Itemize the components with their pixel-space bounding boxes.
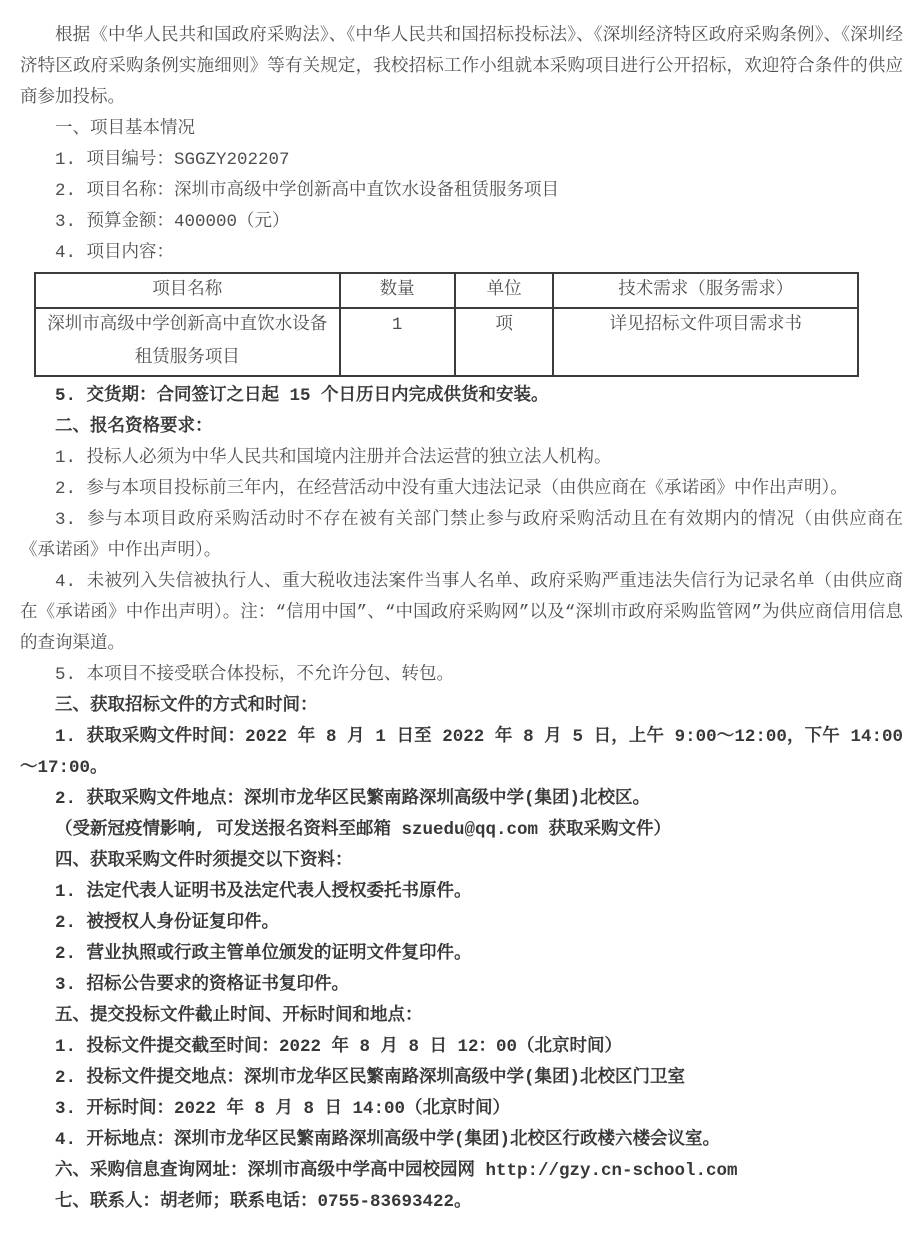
qualification-item-2: 2. 参与本项目投标前三年内，在经营活动中没有重大违法记录（由供应商在《承诺函》中作出声明）。	[55, 479, 848, 499]
project-items-table	[34, 272, 859, 377]
qualification-item-3: 3. 参与本项目政府采购活动时不存在被有关部门禁止参与政府采购活动且在有效期内的情况（由供应商在《承诺函》中作出声明）。	[20, 510, 903, 561]
table-header-row	[35, 273, 858, 308]
qualification-item-4: 4. 未被列入失信被执行人、重大税收违法案件当事人名单、政府采购严重违法失信行为记录名单（由供应商在《承诺函》中作出声明）。注：“信用中国”、“中国政府采购网”以及“深圳市政府采购监管网”为供应商信用信息的查询渠道。	[20, 572, 903, 654]
section-2-heading: 二、报名资格要求：	[55, 417, 213, 437]
section-5-heading: 五、提交投标文件截止时间、开标时间和地点：	[55, 1006, 423, 1026]
section-6-info-website-line: 六、采购信息查询网址：深圳市高级中学高中园校园网 http://gzy.cn-school.com	[55, 1161, 738, 1181]
material-item-4: 3. 招标公告要求的资格证书复印件。	[55, 975, 350, 995]
project-number-line: 1. 项目编号：SGGZY202207	[55, 150, 290, 170]
doc-time-line: 1. 获取采购文件时间：2022 年 8 月 1 日至 2022 年 8 月 5 日，上午 9:00～12:00，下午 14:00～17:00。	[20, 727, 903, 778]
cell-requirement: 详见招标文件项目需求书	[553, 308, 858, 376]
cell-unit: 项	[455, 308, 554, 376]
cell-project-name: 深圳市高级中学创新高中直饮水设备租赁服务项目	[35, 308, 340, 376]
header-quantity: 数量	[340, 273, 455, 308]
table-row	[35, 308, 858, 376]
doc-place-line: 2. 获取采购文件地点：深圳市龙华区民繁南路深圳高级中学(集团)北校区。	[55, 789, 651, 809]
project-name-line: 2. 项目名称：深圳市高级中学创新高中直饮水设备租赁服务项目	[55, 181, 560, 201]
section-1-heading: 一、项目基本情况	[55, 119, 195, 139]
section-3-heading: 三、获取招标文件的方式和时间：	[55, 696, 318, 716]
material-item-2: 2. 被授权人身份证复印件。	[55, 913, 280, 933]
covid-note-line: （受新冠疫情影响, 可发送报名资料至邮箱 szuedu@qq.com 获取采购文件）	[55, 820, 672, 840]
header-unit: 单位	[455, 273, 554, 308]
bid-deadline-line: 1. 投标文件提交截至时间：2022 年 8 月 8 日 12：00（北京时间）	[55, 1037, 623, 1057]
qualification-item-5: 5. 本项目不接受联合体投标，不允许分包、转包。	[55, 665, 455, 685]
intro-paragraph: 根据《中华人民共和国政府采购法》、《中华人民共和国招标投标法》、《深圳经济特区政府采购条例》、《深圳经济特区政府采购条例实施细则》等有关规定，我校招标工作小组就本采购项目进行公开招标，欢迎符合条件的供应商参加投标。	[20, 26, 903, 108]
opening-time-line: 3. 开标时间：2022 年 8 月 8 日 14:00（北京时间）	[55, 1099, 511, 1119]
opening-place-line: 4. 开标地点：深圳市龙华区民繁南路深圳高级中学(集团)北校区行政楼六楼会议室。	[55, 1130, 721, 1150]
section-7-contact-line: 七、联系人：胡老师；联系电话：0755-83693422。	[55, 1192, 472, 1212]
budget-line: 3. 预算金额：400000（元）	[55, 212, 290, 232]
header-requirement: 技术需求（服务需求）	[553, 273, 858, 308]
material-item-1: 1. 法定代表人证明书及法定代表人授权委托书原件。	[55, 882, 472, 902]
material-item-3: 2. 营业执照或行政主管单位颁发的证明文件复印件。	[55, 944, 472, 964]
project-content-line: 4. 项目内容：	[55, 243, 175, 263]
delivery-term-line: 5. 交货期：合同签订之日起 15 个日历日内完成供货和安装。	[55, 386, 549, 406]
header-project-name: 项目名称	[35, 273, 340, 308]
qualification-item-1: 1. 投标人必须为中华人民共和国境内注册并合法运营的独立法人机构。	[55, 448, 612, 468]
section-4-heading: 四、获取采购文件时须提交以下资料：	[55, 851, 353, 871]
bid-place-line: 2. 投标文件提交地点：深圳市龙华区民繁南路深圳高级中学(集团)北校区门卫室	[55, 1068, 686, 1088]
cell-quantity: 1	[340, 308, 455, 376]
